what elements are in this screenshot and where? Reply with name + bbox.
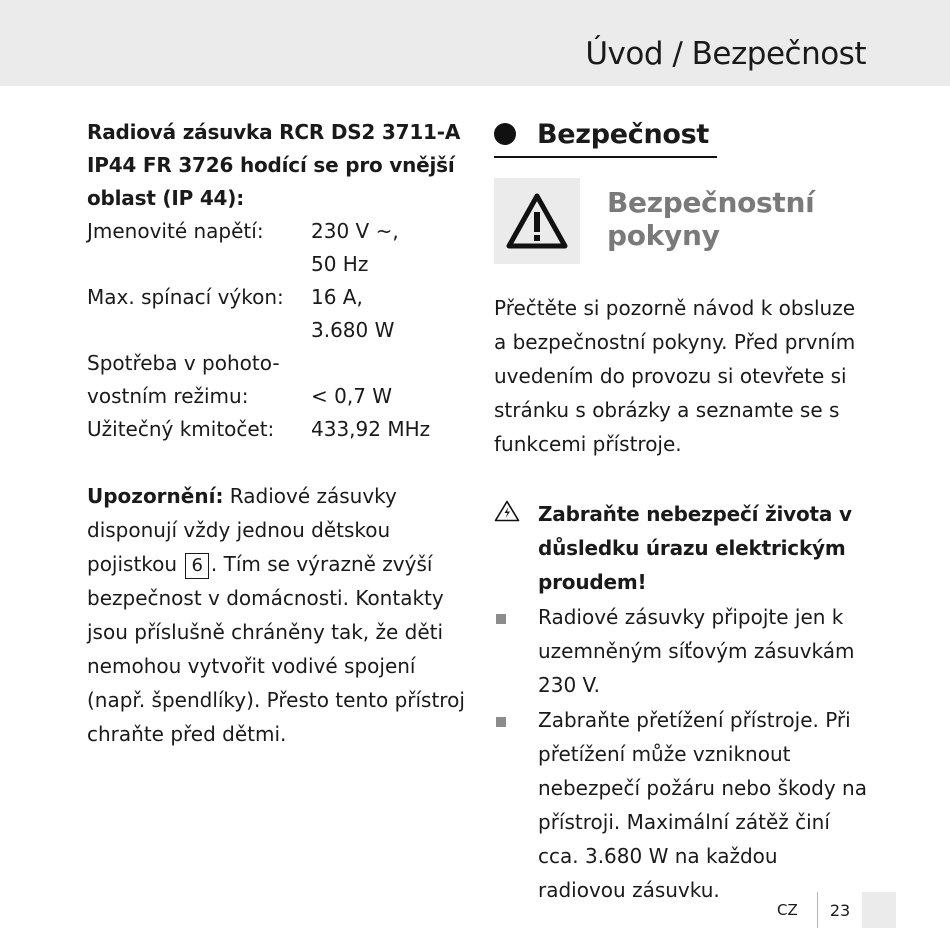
page-footer xyxy=(777,892,896,928)
spec-value: 433,92 MHz xyxy=(311,417,431,441)
list-item-text: Radiové zásuvky připojte jen k uzemněným síťovým zásuvkám 230 V. xyxy=(538,605,855,697)
spec-value: 16 A, 3.680 W xyxy=(311,285,395,342)
section-bullet-icon xyxy=(494,123,516,145)
intro-paragraph: Přečtěte si pozorně návod k obsluze a bezpečnostní pokyny. Před prvním uvedením do provozu si otevřete si stránku s obrázky a seznamte se s funkcemi přístroje. xyxy=(494,296,856,456)
spec-row-voltage xyxy=(87,215,467,281)
spec-value: < 0,7 W xyxy=(311,384,393,408)
figure-reference: 6 xyxy=(185,553,208,579)
spec-row-frequency xyxy=(87,413,467,446)
spec-table xyxy=(87,215,467,446)
safety-title: Bezpečnostní pokyny xyxy=(607,186,815,252)
warning-triangle-icon xyxy=(505,192,569,250)
spec-label: Max. spínací výkon: xyxy=(87,285,284,309)
page-number: 23 xyxy=(829,900,851,920)
warning-box xyxy=(494,178,580,264)
list-item-text: Zabraňte přetížení přístroje. Při přetížení může vzniknout nebezpečí požáru nebo škody na přístroji. Maximální zátěž činí cca. 3.680 W na každou radiovou zásuvku. xyxy=(538,708,867,902)
danger-warning xyxy=(494,497,869,599)
right-column xyxy=(494,116,869,907)
spec-value: 230 V ~, 50 Hz xyxy=(311,219,399,276)
left-column xyxy=(87,116,467,751)
footer-tab xyxy=(862,892,896,928)
language-code: CZ xyxy=(777,901,798,919)
list-item xyxy=(494,703,869,907)
safety-instructions-heading xyxy=(494,178,869,266)
section-title: Bezpečnost xyxy=(537,118,709,150)
note-paragraph: Upozornění: Radiové zásuvky disponují vždy jednou dětskou pojistkou 6 . Tím se výrazně zvýší bezpečnost v domácnosti. Kontakty jsou příslušně chráněny tak, že děti nemohou vytvořit vodivé spojení (např. špendlíky). Přesto tento přístroj chraňte před dětmi. xyxy=(87,484,465,746)
electric-hazard-icon xyxy=(494,500,520,522)
note-label: Upozornění: xyxy=(87,484,224,508)
product-heading: Radiová zásuvka RCR DS2 3711-A IP44 FR 3726 hodící se pro vnější oblast (IP 44): xyxy=(87,120,461,210)
list-item xyxy=(494,600,869,702)
page-title: Úvod / Bezpečnost xyxy=(585,36,866,72)
spec-label: Spotřeba v pohoto- vostním režimu: xyxy=(87,351,280,408)
section-heading xyxy=(494,116,869,152)
square-bullet-icon xyxy=(494,703,538,907)
square-bullet-icon xyxy=(494,600,538,702)
danger-text: Zabraňte nebezpečí života v důsledku úrazu elektrickým proudem! xyxy=(538,502,852,594)
spec-row-power xyxy=(87,281,467,347)
spec-label: Užitečný kmitočet: xyxy=(87,417,275,441)
spec-label: Jmenovité napětí: xyxy=(87,219,264,243)
page-header xyxy=(0,0,950,86)
spec-row-standby xyxy=(87,347,467,413)
section-divider xyxy=(494,156,717,158)
